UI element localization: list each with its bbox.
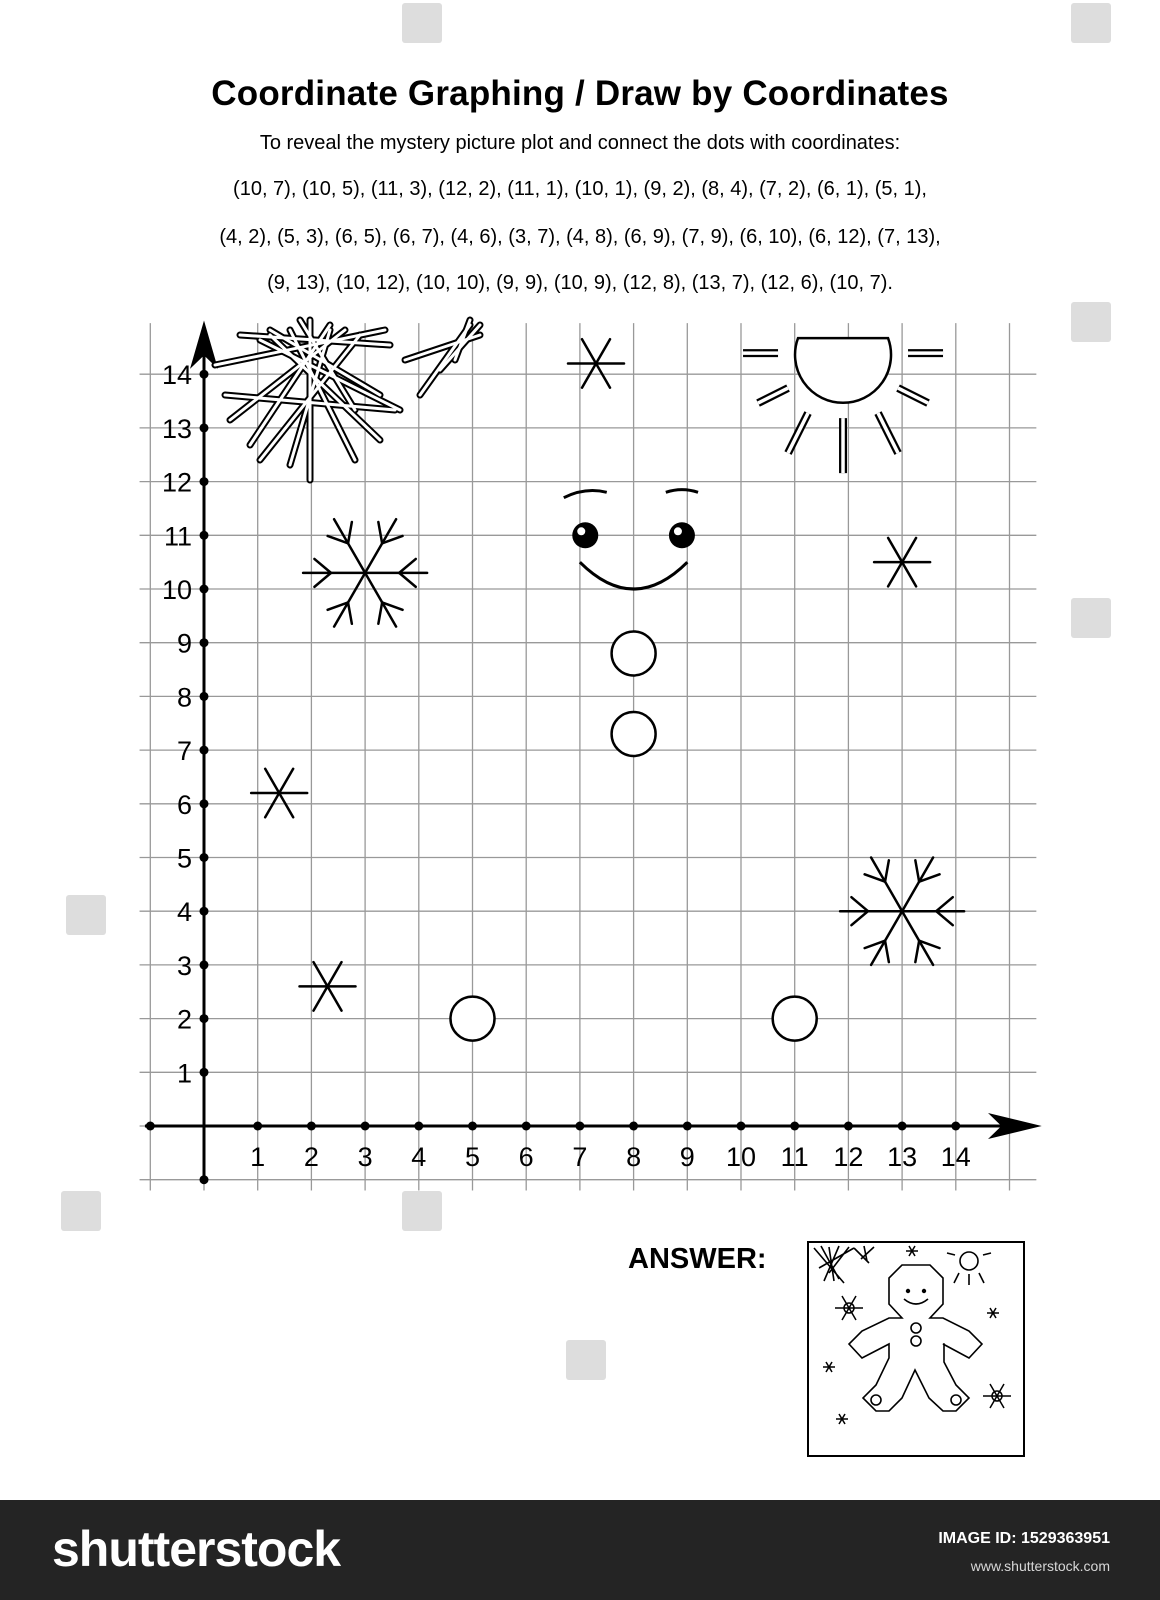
snowflake-arm	[314, 986, 328, 1010]
x-tick-label: 3	[357, 1142, 373, 1172]
x-tick-dot	[737, 1122, 746, 1131]
snowflake-arm	[314, 962, 328, 986]
x-tick-dot	[522, 1122, 531, 1131]
snowflake-arm	[265, 793, 279, 817]
pine-needle-inner	[420, 325, 470, 395]
eyebrow	[666, 490, 698, 493]
coordinate-line: (9, 13), (10, 12), (10, 10), (9, 9), (10, 9), (12, 8), (13, 7), (12, 6), (10, 7).	[267, 272, 893, 294]
y-tick-label: 14	[161, 360, 192, 391]
x-tick-dot	[253, 1122, 262, 1131]
y-tick-dot	[200, 1014, 209, 1023]
y-tick-label: 10	[161, 575, 192, 605]
eye	[669, 522, 695, 548]
decor-circle	[773, 997, 817, 1041]
coordinate-line: (4, 2), (5, 3), (6, 5), (6, 7), (4, 6), (3, 7), (4, 8), (6, 9), (7, 9), (6, 10), (6, 12), (7, 13),	[219, 226, 941, 248]
y-tick-label: 3	[176, 950, 192, 981]
snowflake-arm	[902, 562, 916, 586]
x-tick-dot	[307, 1122, 316, 1131]
y-tick-label: 11	[163, 521, 192, 552]
x-tick-dot	[844, 1122, 853, 1131]
snowflake-branch	[399, 559, 416, 573]
x-tick-label: 7	[572, 1142, 588, 1172]
snowflake-arm	[265, 769, 279, 793]
y-tick-label: 6	[176, 789, 192, 820]
x-tick-dot	[790, 1122, 799, 1131]
snowflake-branch	[915, 941, 919, 962]
y-tick-dot	[200, 907, 209, 916]
snowflake-branch	[314, 573, 331, 587]
snowflake-arm	[328, 962, 342, 986]
brand-logo: shutterstock	[52, 1521, 341, 1577]
y-tick-dot	[200, 1068, 209, 1077]
snowflake-arm	[902, 911, 933, 965]
eye-highlight	[577, 527, 585, 535]
snowflake-small	[568, 339, 624, 387]
watermark-icon	[61, 1191, 101, 1231]
y-tick-label: 8	[176, 682, 192, 713]
sun-ray-inner	[788, 413, 808, 453]
snowflake-branch	[378, 522, 382, 543]
y-tick-dot	[200, 1175, 209, 1184]
x-tick-dot	[575, 1122, 584, 1131]
watermark-icon	[1071, 598, 1111, 638]
snowflake-arm	[582, 339, 596, 363]
watermark-icon	[1071, 302, 1111, 342]
sun	[795, 338, 891, 403]
watermark-icon	[402, 3, 442, 43]
footer-bar	[0, 1500, 1160, 1600]
site-url: www.shutterstock.com	[970, 1558, 1110, 1574]
y-tick-label: 13	[161, 413, 192, 444]
y-tick-label: 2	[176, 1004, 192, 1035]
sun-ray-inner	[758, 388, 788, 403]
eyebrow	[564, 491, 607, 498]
snowflake-small	[251, 769, 307, 817]
y-tick-dot	[200, 853, 209, 862]
x-tick-dot	[361, 1122, 370, 1131]
y-tick-label: 1	[176, 1058, 192, 1089]
y-tick-dot	[200, 960, 209, 969]
snowflake-small	[300, 962, 356, 1010]
watermark-icon	[66, 895, 106, 935]
snowflake-arm	[328, 986, 342, 1010]
x-tick-label: 4	[411, 1142, 427, 1172]
snowflake-arm	[279, 793, 293, 817]
snowflake-arm	[334, 519, 365, 573]
snowflake-branch	[314, 559, 331, 573]
snowflake-arm	[596, 363, 610, 387]
y-tick-label: 9	[176, 628, 192, 659]
answer-thumbnail	[807, 1241, 1025, 1457]
x-tick-label: 13	[887, 1142, 918, 1172]
snowflake-arm	[902, 858, 933, 912]
y-tick-dot	[200, 370, 209, 379]
x-tick-label: 5	[464, 1142, 481, 1172]
x-tick-dot	[414, 1122, 423, 1131]
x-tick-label: 11	[780, 1142, 809, 1172]
snowflake-arm	[888, 562, 902, 586]
snowflake-branch	[851, 897, 868, 911]
x-tick-dot	[146, 1122, 155, 1131]
x-tick-dot	[898, 1122, 907, 1131]
x-tick-label: 14	[940, 1142, 971, 1172]
snowflake-branch	[851, 911, 868, 925]
y-tick-dot	[200, 799, 209, 808]
x-tick-label: 8	[626, 1142, 642, 1172]
x-tick-dot	[629, 1122, 638, 1131]
y-tick-dot	[200, 638, 209, 647]
y-tick-label: 4	[176, 897, 192, 928]
decor-circle	[612, 712, 656, 756]
snowflake-branch	[936, 911, 953, 925]
x-tick-dot	[683, 1122, 692, 1131]
x-tick-label: 10	[725, 1142, 757, 1172]
snowflake-arm	[902, 538, 916, 562]
coordinate-line: (10, 7), (10, 5), (11, 3), (12, 2), (11, 1), (10, 1), (9, 2), (8, 4), (7, 2), (6, 1), (5, 1),	[233, 178, 927, 200]
snowflake-arm	[582, 363, 596, 387]
snowflake-branch	[399, 573, 416, 587]
sun-ray-inner	[878, 413, 898, 453]
snowflake-arm	[596, 339, 610, 363]
snowflake-arm	[871, 911, 902, 965]
decor-circle	[612, 631, 656, 675]
y-tick-label: 7	[176, 736, 192, 767]
x-tick-label: 2	[303, 1142, 319, 1172]
y-tick-dot	[200, 531, 209, 540]
watermark-icon	[1071, 3, 1111, 43]
snowflake-branch	[885, 860, 889, 881]
instruction-line: To reveal the mystery picture plot and connect the dots with coordinates:	[259, 132, 901, 154]
snowflake-arm	[365, 573, 396, 627]
snowflake-arm	[279, 769, 293, 793]
eye	[572, 522, 598, 548]
snowflake-arm	[334, 573, 365, 627]
x-tick-label: 12	[833, 1142, 864, 1172]
x-tick-dot	[951, 1122, 960, 1131]
snowflake-branch	[378, 602, 382, 623]
snowflake-arm	[871, 858, 902, 912]
snowflake-branch	[936, 897, 953, 911]
eye-highlight	[674, 527, 682, 535]
answer-label: ANSWER:	[628, 1243, 767, 1275]
y-tick-dot	[200, 692, 209, 701]
snowflake-arm	[365, 519, 396, 573]
y-tick-dot	[200, 746, 209, 755]
y-tick-dot	[200, 477, 209, 486]
snowflake-branch	[885, 941, 889, 962]
answer-picture	[809, 1243, 1023, 1455]
gingerbread-outline	[849, 1265, 982, 1411]
decor-circle	[451, 997, 495, 1041]
snowflake-branch	[348, 522, 352, 543]
snowflake-branch	[915, 860, 919, 881]
pine-needle-inner	[405, 335, 480, 360]
x-tick-label: 6	[518, 1142, 534, 1172]
x-tick-label: 1	[250, 1142, 266, 1172]
y-tick-label: 5	[176, 843, 192, 874]
snowflake-branch	[348, 602, 352, 623]
y-tick-dot	[200, 585, 209, 594]
page-title: Coordinate Graphing / Draw by Coordinates	[211, 74, 949, 113]
y-tick-dot	[200, 423, 209, 432]
x-tick-dot	[468, 1122, 477, 1131]
x-tick-label: 9	[679, 1142, 695, 1172]
watermark-icon	[566, 1340, 606, 1380]
image-id: IMAGE ID: 1529363951	[938, 1530, 1110, 1547]
y-tick-label: 12	[161, 467, 192, 498]
watermark-icon	[402, 1191, 442, 1231]
snowflake-arm	[888, 538, 902, 562]
